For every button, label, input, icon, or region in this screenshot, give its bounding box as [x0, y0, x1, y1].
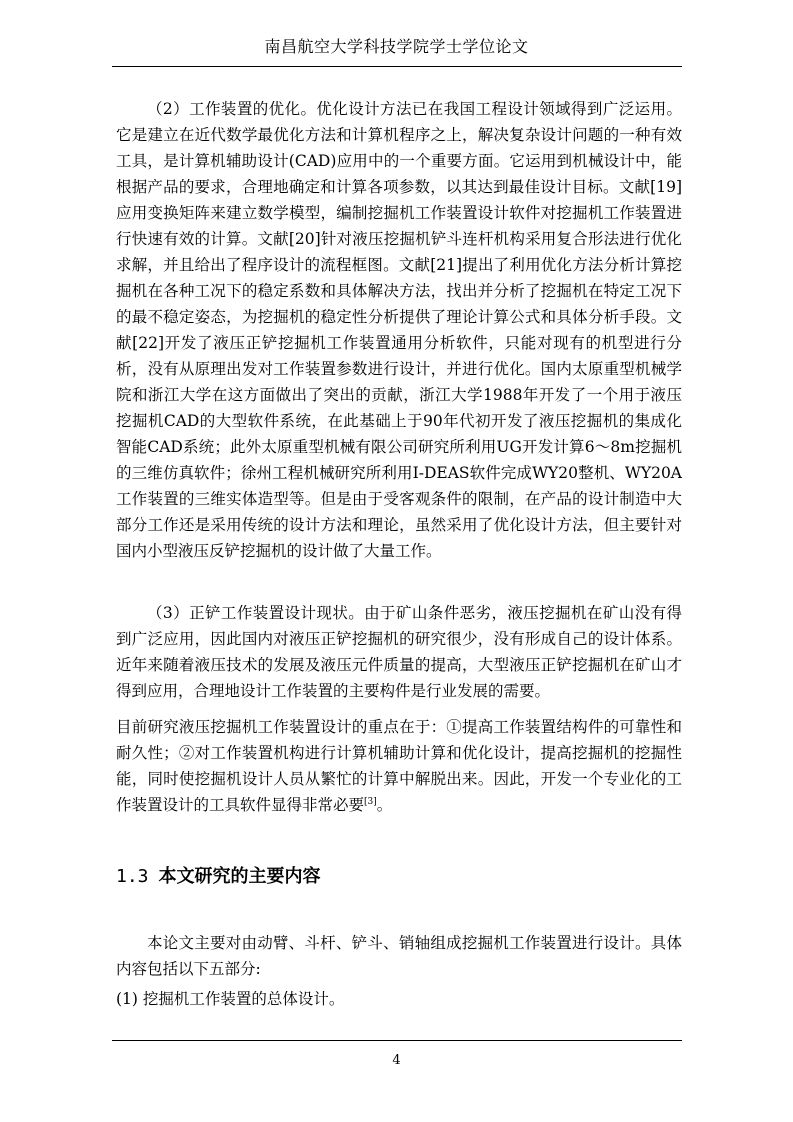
citation-ref: [3]: [364, 796, 377, 807]
list-item: (1) 挖掘机工作装置的总体设计。: [116, 990, 345, 1008]
section-title: 本文研究的主要内容: [158, 866, 321, 887]
section-heading: [116, 864, 321, 890]
paragraph-research-focus: [116, 714, 682, 818]
page-number: 4: [392, 1053, 401, 1068]
section-number: 1.3: [116, 866, 149, 887]
footer-divider: [112, 1040, 682, 1041]
header-divider: [112, 66, 682, 67]
paragraph-research-focus-end: 。: [376, 796, 393, 814]
running-header: 南昌航空大学科技学院学士学位论文: [264, 37, 529, 56]
paragraph-research-focus-text: 目前研究液压挖掘机工作装置设计的重点在于：①提高工作装置结构件的可靠性和耐久性；②对工作装置机构进行计算机辅助计算和优化设计，提高挖掘机的挖掘性能，同时使挖掘机设计人员从繁忙的计算中解脱出来。因此，开发一个专业化的工作装置设计的工具软件显得非常必要: [116, 718, 682, 814]
paragraph-front-shovel: （3）正铲工作装置设计现状。由于矿山条件恶劣，液压挖掘机在矿山没有得到广泛应用，因此国内对液压正铲挖掘机的研究很少，没有形成自己的设计体系。近年来随着液压技术的发展及液压元件质量的提高，大型液压正铲挖掘机在矿山才得到应用，合理地设计工作装置的主要构件是行业发展的需要。: [116, 604, 682, 700]
paragraph-optimization: （2）工作装置的优化。优化设计方法已在我国工程设计领域得到广泛运用。它是建立在近代数学最优化方法和计算机程序之上，解决复杂设计问题的一种有效工具，是计算机辅助设计(CAD)应用中的一个重要方面。它运用到机械设计中，能根据产品的要求，合理地确定和计算各项参数，以其达到最佳设计目标。文献[19]应用变换矩阵来建立数学模型，编制挖掘机工作装置设计软件对挖掘机工作装置进行快速有效的计算。文献[20]针对液压挖掘机铲斗连杆机构采用复合形法进行优化求解，并且给出了程序设计的流程框图。文献[21]提出了利用优化方法分析计算挖掘机在各种工况下的稳定系数和具体解决方法，找出并分析了挖掘机在特定工况下的最不稳定姿态，为挖掘机的稳定性分析提供了理论计算公式和具体分析手段。文献[22]开发了液压正铲挖掘机工作装置通用分析软件，只能对现有的机型进行分析，没有从原理出发对工作装置参数进行设计，并进行优化。国内太原重型机械学院和浙江大学在这方面做出了突出的贡献，浙江大学1988年开发了一个用于液压挖掘机CAD的大型软件系统，在此基础上于90年代初开发了液压挖掘机的集成化智能CAD系统；此外太原重型机械有限公司研究所利用UG开发计算6～8m挖掘机的三维仿真软件；徐州工程机械研究所利用I-DEAS软件完成WY20整机、WY20A工作装置的三维实体造型等。但是由于受客观条件的限制，在产品的设计制造中大部分工作还是采用传统的设计方法和理论，虽然采用了优化设计方法，但主要针对国内小型液压反铲挖掘机的设计做了大量工作。: [116, 100, 682, 560]
paragraph-intro: 本论文主要对由动臂、斗杆、铲斗、销轴组成挖掘机工作装置进行设计。具体内容包括以下五部分:: [116, 934, 682, 978]
